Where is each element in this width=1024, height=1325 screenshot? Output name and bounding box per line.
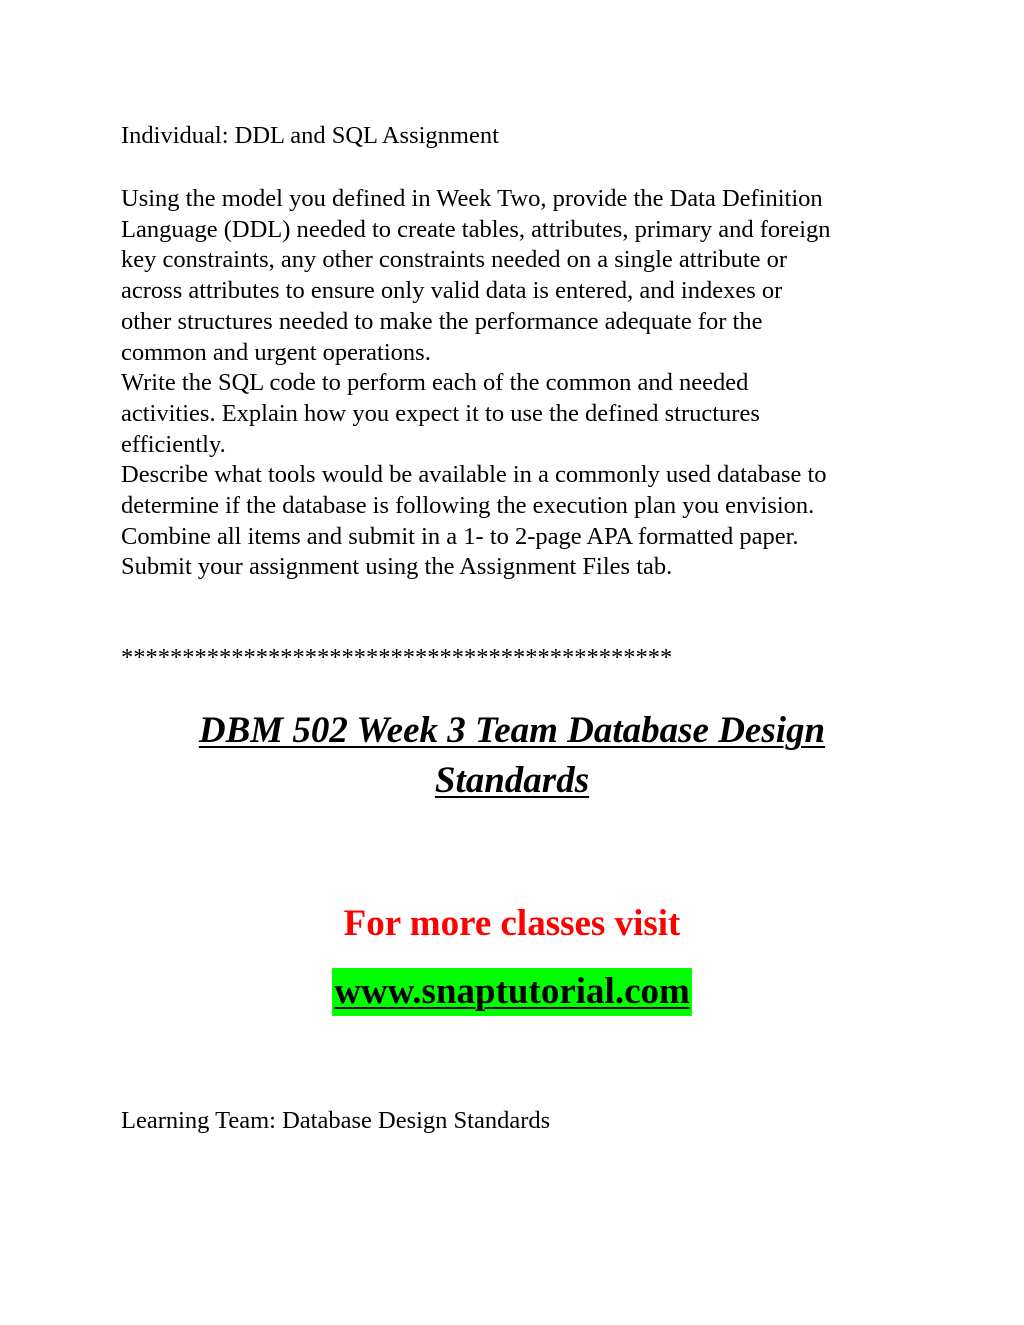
assignment-body-line: Write the SQL code to perform each of the common and needed (121, 369, 749, 396)
assignment-body-line: Submit your assignment using the Assignment Files tab. (121, 553, 673, 580)
assignment-body-line: Combine all items and submit in a 1- to 2-page APA formatted paper. (121, 523, 799, 550)
assignment-title: Individual: DDL and SQL Assignment (121, 122, 499, 149)
assignment-body-line: determine if the database is following the execution plan you envision. (121, 492, 815, 519)
learning-team-title: Learning Team: Database Design Standards (121, 1107, 551, 1134)
assignment-body-line: Language (DDL) needed to create tables, attributes, primary and foreign (121, 216, 831, 243)
assignment-body-line: efficiently. (121, 431, 226, 458)
assignment-body-line: Describe what tools would be available in a commonly used database to (121, 461, 827, 488)
website-link[interactable]: www.snaptutorial.com (332, 968, 692, 1016)
assignment-body-line: activities. Explain how you expect it to use the defined structures (121, 400, 760, 427)
assignment-body-line: Using the model you defined in Week Two, provide the Data Definition (121, 185, 823, 212)
promo-text: For more classes visit (343, 903, 681, 944)
assignment-body-line: other structures needed to make the performance adequate for the (121, 308, 763, 335)
course-heading-line: DBM 502 Week 3 Team Database Design (198, 710, 826, 751)
course-heading-line: Standards (434, 760, 590, 801)
url-container (0, 968, 1024, 1016)
assignment-body-line: key constraints, any other constraints needed on a single attribute or (121, 246, 788, 273)
separator-line: ********************************************* (121, 644, 673, 671)
assignment-body-line: across attributes to ensure only valid data is entered, and indexes or (121, 277, 783, 304)
assignment-body-line: common and urgent operations. (121, 339, 431, 366)
